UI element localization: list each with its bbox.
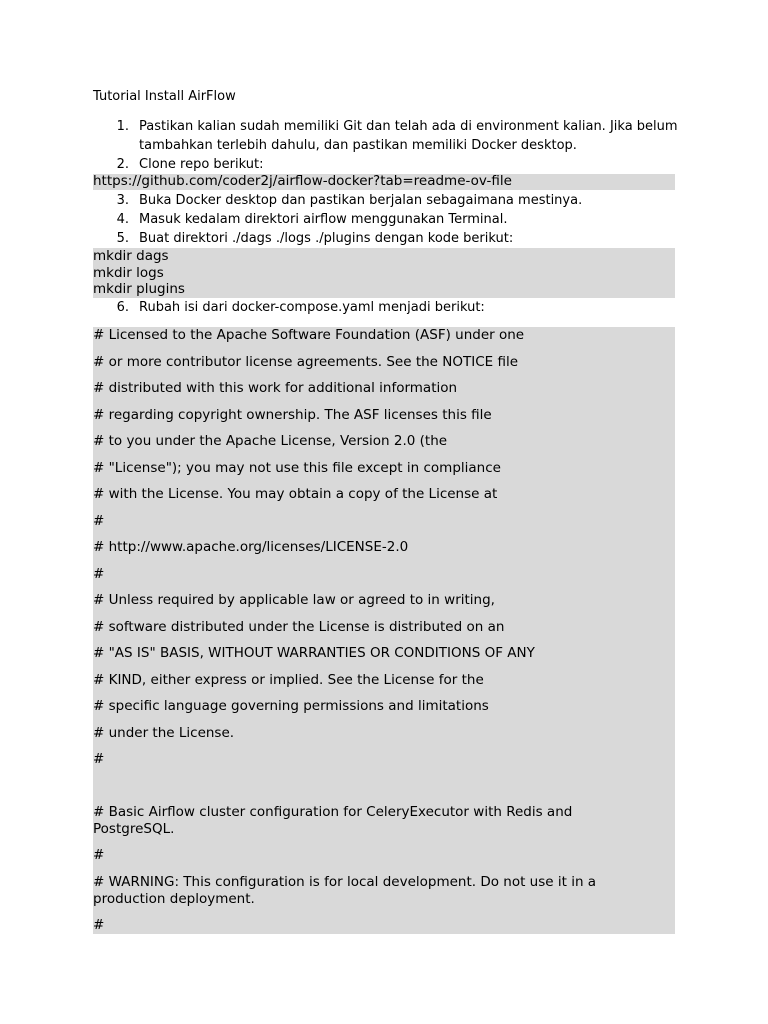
code-line: mkdir logs xyxy=(93,264,164,281)
list-text: Buat direktori ./dags ./logs ./plugins dengan kode berikut: xyxy=(139,231,514,246)
list-number: 6. xyxy=(116,300,129,315)
code-line: # with the License. You may obtain a copy of the License at xyxy=(93,486,498,502)
list-item-6 xyxy=(93,298,675,317)
code-line: # xyxy=(93,917,105,933)
yaml-code-block xyxy=(93,327,675,934)
code-line: # or more contributor license agreements. See the NOTICE file xyxy=(93,353,519,370)
list-item-5 xyxy=(93,229,675,248)
code-line: # regarding copyright ownership. The ASF licenses this file xyxy=(93,406,492,423)
code-line: # to you under the Apache License, Version 2.0 (the xyxy=(93,433,448,449)
list-number: 4. xyxy=(116,212,129,227)
code-line: # xyxy=(93,512,105,529)
list-number: 3. xyxy=(116,193,129,208)
code-line: mkdir dags xyxy=(93,248,169,264)
repo-url: https://github.com/coder2j/airflow-docker?tab=readme-ov-file xyxy=(93,174,512,189)
list-text: Rubah isi dari docker-compose.yaml menjadi berikut: xyxy=(139,300,485,315)
list-item-1 xyxy=(93,117,678,155)
code-line: # software distributed under the License is distributed on an xyxy=(93,618,505,635)
list-item-2 xyxy=(93,155,675,174)
code-line: production deployment. xyxy=(93,890,255,907)
mkdir-code-block xyxy=(93,248,675,298)
code-line: # specific language governing permissions and limitations xyxy=(93,698,489,714)
page-title: Tutorial Install AirFlow xyxy=(93,89,236,104)
code-line: # distributed with this work for additional information xyxy=(93,380,458,396)
code-line: # under the License. xyxy=(93,724,235,741)
code-line: # xyxy=(93,751,105,767)
code-line: # KIND, either express or implied. See the License for the xyxy=(93,671,484,688)
repo-url-block xyxy=(93,174,675,190)
code-line: # xyxy=(93,847,105,863)
code-line: mkdir plugins xyxy=(93,281,185,297)
list-item-3 xyxy=(93,191,675,210)
code-line: # xyxy=(93,565,105,582)
code-line: # http://www.apache.org/licenses/LICENSE-2.0 xyxy=(93,539,409,555)
list-number: 2. xyxy=(116,157,129,172)
code-line: PostgreSQL. xyxy=(93,820,175,837)
code-line: # Basic Airflow cluster configuration for CeleryExecutor with Redis and xyxy=(93,804,573,820)
list-number: 5. xyxy=(116,231,129,246)
list-item-4 xyxy=(93,210,675,229)
list-text: Pastikan kalian sudah memiliki Git dan telah ada di environment kalian. Jika belum xyxy=(139,119,678,134)
list-text: Masuk kedalam direktori airflow menggunakan Terminal. xyxy=(139,212,508,227)
code-line: # Licensed to the Apache Software Foundation (ASF) under one xyxy=(93,327,525,343)
list-text: tambahkan terlebih dahulu, dan pastikan memiliki Docker desktop. xyxy=(139,138,577,153)
code-line: # "License"); you may not use this file except in compliance xyxy=(93,459,501,476)
code-line: # Unless required by applicable law or agreed to in writing, xyxy=(93,592,495,608)
code-line: # "AS IS" BASIS, WITHOUT WARRANTIES OR CONDITIONS OF ANY xyxy=(93,645,535,661)
list-number: 1. xyxy=(116,119,129,134)
list-text: Buka Docker desktop dan pastikan berjalan sebagaimana mestinya. xyxy=(139,193,583,208)
list-text: Clone repo berikut: xyxy=(139,157,264,172)
code-line: # WARNING: This configuration is for local development. Do not use it in a xyxy=(93,874,597,890)
